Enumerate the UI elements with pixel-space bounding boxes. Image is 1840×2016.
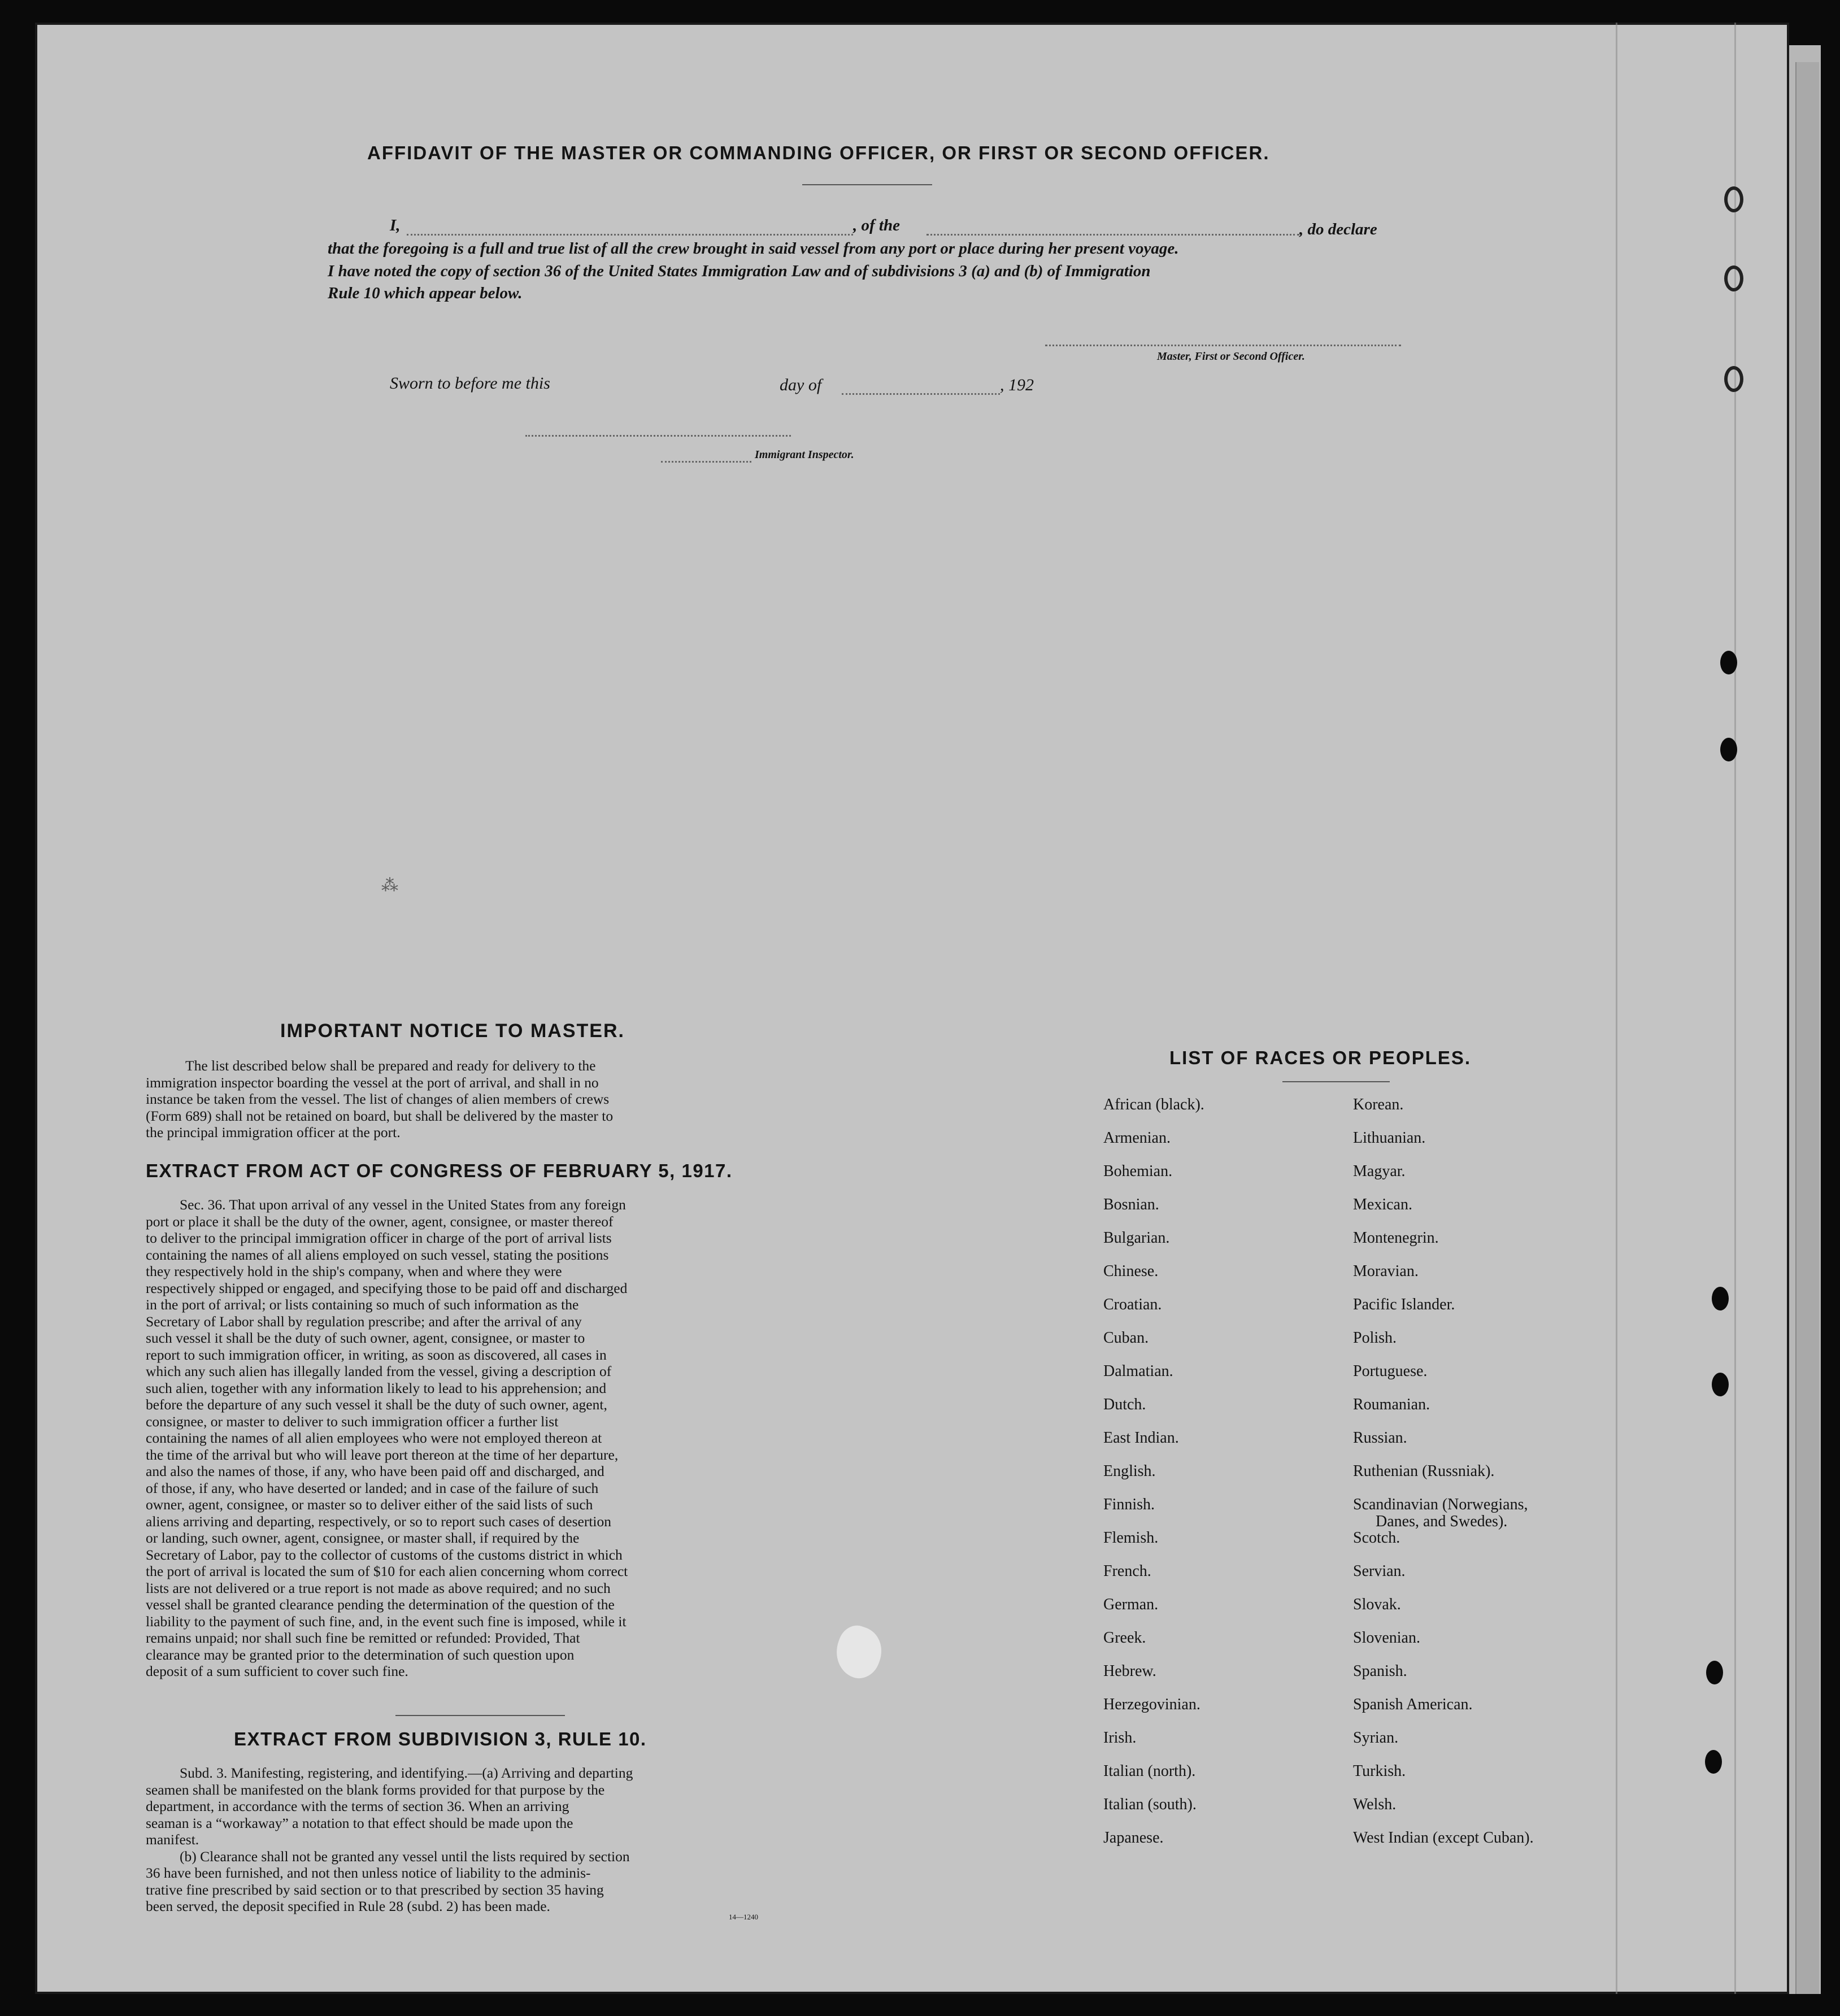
column-rule [1616,23,1617,1994]
text-line: such vessel it shall be the duty of such owner, agent, consignee, or master to [146,1330,585,1346]
races-title: LIST OF RACES OR PEOPLES. [1169,1047,1472,1068]
sworn-text: Sworn to before me this [390,374,550,393]
race-item: Cuban. [1103,1329,1149,1347]
inspector-dots [661,461,751,463]
text-line: liability to the payment of such fine, and, in the event such fine is imposed, while it [146,1613,627,1630]
race-item: Italian (north). [1103,1762,1196,1780]
vessel-blank[interactable] [926,234,1299,236]
race-item: African (black). [1103,1096,1204,1113]
race-item: Syrian. [1353,1729,1399,1747]
race-item: Turkish. [1353,1762,1406,1780]
affidavit-line-3: I have noted the copy of section 36 of the United States Immigration Law and of subdivisions 3 (a) and (b) of Immigration [328,262,1151,280]
race-item: Slovenian. [1353,1629,1420,1647]
text-line: the port of arrival is located the sum of $10 for each alien concerning whom correct [146,1563,628,1579]
affidavit-title: AFFIDAVIT OF THE MASTER OR COMMANDING OFFICER, OR FIRST OR SECOND OFFICER. [367,142,1270,163]
master-signature-line[interactable] [1045,345,1401,346]
section-36-text [146,1196,795,1680]
affidavit-declare: , do declare [1299,220,1377,238]
race-item: Dalmatian. [1103,1362,1173,1380]
punch-hole [1720,738,1737,761]
race-item: Mexican. [1353,1196,1412,1213]
punch-hole [1712,1287,1729,1310]
race-item: Korean. [1353,1096,1404,1113]
text-line: department, in accordance with the terms of section 36. When an arriving [146,1798,569,1814]
text-line: seaman is a “workaway” a notation to that effect should be made upon the [146,1814,573,1831]
document-page [35,23,1789,1994]
text-line: aliens arriving and departing, respectively, or so to report such cases of desertion [146,1513,611,1530]
notice-line: immigration inspector boarding the vessel at the port of arrival, and shall in no [146,1074,599,1091]
race-item: West Indian (except Cuban). [1353,1829,1534,1847]
text-line: to deliver to the principal immigration officer in charge of the port of arrival lists [146,1230,612,1246]
inspector-signature-line[interactable] [525,435,791,437]
race-item: Portuguese. [1353,1362,1428,1380]
race-item: Bulgarian. [1103,1229,1170,1247]
year-text: , 192 [1000,376,1034,394]
text-line: (b) Clearance shall not be granted any vessel until the lists required by section [180,1848,630,1865]
race-item: Irish. [1103,1729,1137,1747]
affidavit-of-the: , of the [853,216,900,234]
text-line: vessel shall be granted clearance pending the determination of the question of the [146,1596,615,1613]
race-item: Spanish. [1353,1662,1407,1680]
notice-line: (Form 689) shall not be retained on board, but shall be delivered by the master to [146,1107,614,1124]
race-item: Scotch. [1353,1529,1400,1547]
notice-line: The list described below shall be prepared and ready for delivery to the [185,1057,596,1074]
title-underline [802,184,932,185]
rule-10-text [146,1765,795,1915]
race-item: Welsh. [1353,1796,1397,1813]
text-line: seamen shall be manifested on the blank forms provided for that purpose by the [146,1781,605,1798]
text-line: Sec. 36. That upon arrival of any vessel in the United States from any foreign [180,1196,626,1213]
race-item: Bohemian. [1103,1162,1173,1180]
race-item: Montenegrin. [1353,1229,1439,1247]
name-blank[interactable] [407,234,853,236]
text-line: Secretary of Labor, pay to the collector of customs of the customs district in which [146,1546,623,1563]
race-item: Finnish. [1103,1496,1155,1513]
race-item: Herzegovinian. [1103,1696,1200,1713]
race-item: Japanese. [1103,1829,1164,1847]
text-line: such alien, together with any information likely to lead to his apprehension; and [146,1379,607,1396]
punch-hole [1705,1750,1722,1774]
text-line: remains unpaid; nor shall such fine be remitted or refunded: Provided, That [146,1630,580,1646]
date-blank[interactable] [842,393,1000,395]
text-line: before the departure of any such vessel it shall be the duty of such owner, agent, [146,1396,607,1413]
text-line: been served, the deposit specified in Rule 28 (subd. 2) has been made. [146,1898,550,1914]
affidavit-line-2: that the foregoing is a full and true list of all the crew brought in said vessel from any port or place during her present voyage. [328,240,1179,258]
race-item: Ruthenian (Russniak). [1353,1462,1495,1480]
text-line: Secretary of Labor shall by regulation prescribe; and after the arrival of any [146,1313,582,1330]
text-line: containing the names of all aliens employed on such vessel, stating the positions [146,1246,609,1263]
affidavit-i: I, [390,216,401,234]
race-item: Russian. [1353,1429,1407,1447]
race-item: Croatian. [1103,1296,1162,1313]
race-item: Dutch. [1103,1396,1146,1413]
page-edge-inner [1795,62,1819,1994]
text-line: Subd. 3. Manifesting, registering, and identifying.—(a) Arriving and departing [180,1765,633,1781]
column-rule [1734,23,1736,1994]
text-line: which any such alien has illegally landed from the vessel, giving a description of [146,1363,612,1379]
notice-line: the principal immigration officer at the port. [146,1124,401,1140]
race-item: Flemish. [1103,1529,1159,1547]
punch-hole [1724,265,1743,291]
race-item: German. [1103,1596,1159,1613]
race-item: Chinese. [1103,1262,1159,1280]
race-item: English. [1103,1462,1156,1480]
race-item: Polish. [1353,1329,1397,1347]
race-item: Armenian. [1103,1129,1171,1147]
text-line: containing the names of all alien employees who were not employed thereon at [146,1430,602,1446]
race-item: Bosnian. [1103,1196,1159,1213]
text-line: deposit of a sum sufficient to cover such fine. [146,1663,408,1679]
punch-hole [1712,1373,1729,1396]
race-item: East Indian. [1103,1429,1179,1447]
inspector-label: Immigrant Inspector. [755,449,854,461]
race-item: Servian. [1353,1562,1406,1580]
pencil-scrawl: ⁂ [381,876,398,895]
text-line: they respectively hold in the ship's company, when and where they were [146,1263,562,1279]
extract-act-title: EXTRACT FROM ACT OF CONGRESS OF FEBRUARY 5, 1917. [146,1160,733,1181]
race-item: Danes, and Swedes). [1376,1513,1508,1530]
text-line: port or place it shall be the duty of the owner, agent, consignee, or master thereof [146,1213,614,1230]
race-item: Italian (south). [1103,1796,1197,1813]
race-item: French. [1103,1562,1151,1580]
race-item: Lithuanian. [1353,1129,1426,1147]
race-item: Scandinavian (Norwegians, [1353,1496,1528,1513]
race-item: Moravian. [1353,1262,1419,1280]
race-item: Greek. [1103,1629,1146,1647]
form-number: 14—1240 [729,1913,758,1921]
text-line: trative fine prescribed by said section or to that prescribed by section 35 having [146,1881,604,1898]
race-item: Pacific Islander. [1353,1296,1455,1313]
text-line: lists are not delivered or a true report is not made as above required; and no such [146,1579,611,1596]
extract-rule-title: EXTRACT FROM SUBDIVISION 3, RULE 10. [234,1728,647,1749]
race-item: Magyar. [1353,1162,1406,1180]
punch-hole [1720,651,1737,674]
text-line: report to such immigration officer, in writing, as soon as discovered, all cases in [146,1346,607,1363]
punch-hole [1724,366,1743,392]
affidavit-line-4: Rule 10 which appear below. [328,284,523,302]
text-line: and also the names of those, if any, who have been paid off and discharged, and [146,1463,604,1479]
punch-hole [1706,1661,1723,1684]
notice-paragraph [146,1057,795,1141]
text-line: or landing, such owner, agent, consignee, or master shall, if required by the [146,1530,580,1546]
text-line: manifest. [146,1831,199,1848]
text-line: the time of the arrival but who will leave port thereon at the time of her departure, [146,1446,619,1463]
text-line: clearance may be granted prior to the determination of such question upon [146,1646,575,1663]
master-label: Master, First or Second Officer. [1157,350,1305,363]
races-underline [1282,1081,1390,1082]
race-item: Roumanian. [1353,1396,1430,1413]
notice-title: IMPORTANT NOTICE TO MASTER. [280,1020,625,1042]
text-line: respectively shipped or engaged, and specifying those to be paid off and discharged [146,1279,628,1296]
text-line: of those, if any, who have deserted or landed; and in case of the failure of such [146,1479,599,1496]
punch-hole [1724,186,1743,212]
section-divider [395,1715,565,1716]
text-line: in the port of arrival; or lists containing so much of such information as the [146,1296,579,1313]
day-of-text: day of [780,376,822,394]
notice-line: instance be taken from the vessel. The list of changes of alien members of crews [146,1091,610,1107]
text-line: owner, agent, consignee, or master so to deliver either of the said lists of such [146,1496,593,1513]
text-line: consignee, or master to deliver to such immigration officer a further list [146,1413,559,1430]
text-line: 36 have been furnished, and not then unless notice of liability to the adminis- [146,1865,591,1881]
race-item: Hebrew. [1103,1662,1156,1680]
race-item: Spanish American. [1353,1696,1473,1713]
race-item: Slovak. [1353,1596,1401,1613]
